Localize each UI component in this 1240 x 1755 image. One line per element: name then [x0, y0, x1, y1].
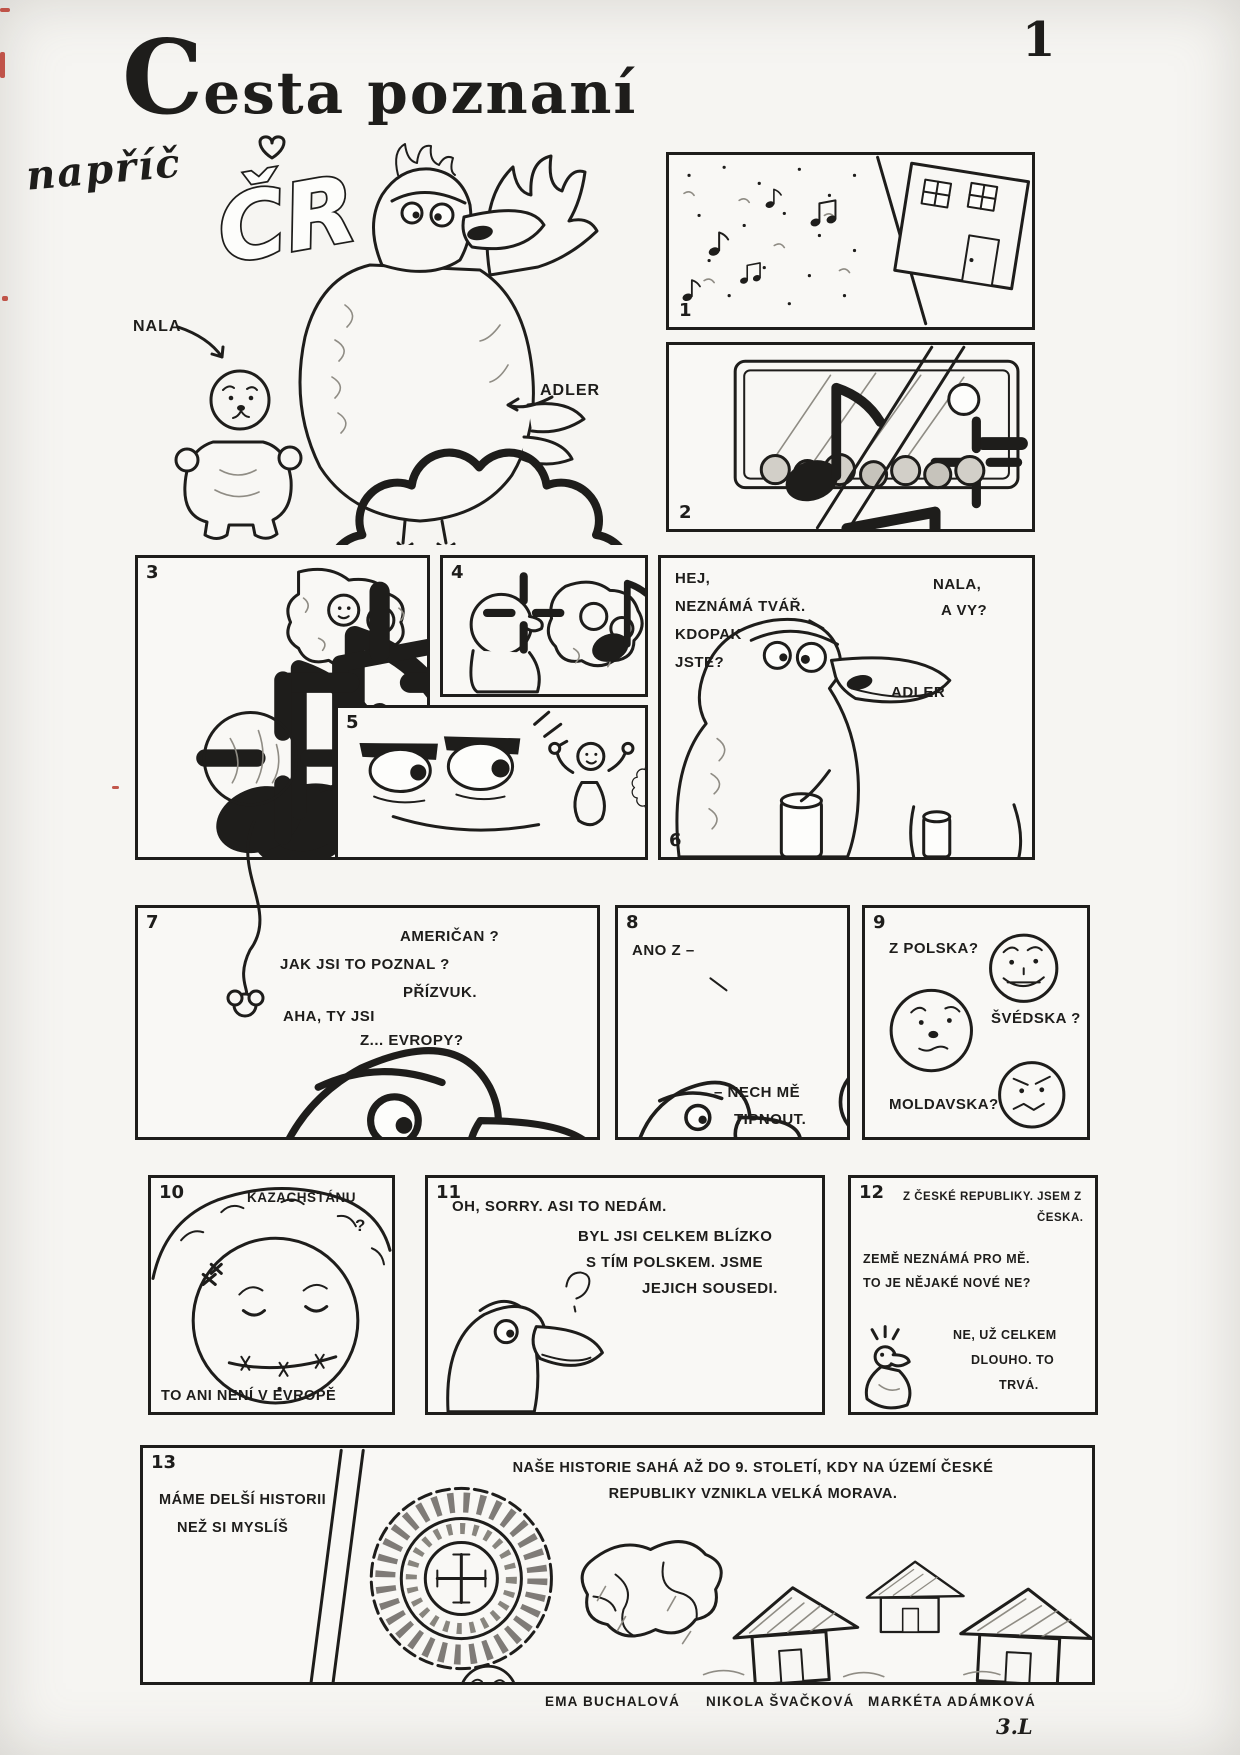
adler-head: [448, 1272, 603, 1411]
music-note-icon: [809, 200, 837, 227]
nala-tail-overlay: [190, 820, 310, 1020]
panel-5: [335, 705, 648, 860]
panel-number: 8: [626, 912, 639, 933]
dialogue-line: KDOPAK: [675, 626, 742, 643]
panel-10: [148, 1175, 395, 1415]
panel-13: [140, 1445, 1095, 1685]
dialogue-line: TRVÁ.: [999, 1378, 1039, 1392]
scan-mark: [112, 786, 119, 789]
dialogue-line: TIPNOUT.: [734, 1111, 807, 1128]
question-mark: [566, 1272, 589, 1311]
panel-number: 9: [873, 912, 886, 933]
scan-mark: [2, 296, 8, 301]
surprise-lines: [872, 1327, 898, 1339]
panel-number: 11: [436, 1182, 462, 1203]
dialogue-line: MÁME DELŠÍ HISTORII: [159, 1492, 327, 1508]
adler-small-bird: [866, 1327, 910, 1408]
nala-label: NALA: [133, 318, 182, 335]
panel-6: [658, 555, 1035, 860]
dialogue-line: BYL JSI CELKEM BLÍZKO: [578, 1228, 773, 1245]
panel-9: [862, 905, 1090, 1140]
panel-2-art: [669, 345, 1032, 529]
nala-arrow-icon: [178, 327, 223, 357]
divider-slashes: [311, 1450, 363, 1681]
dialogue-line: PŘÍZVUK.: [403, 984, 478, 1001]
lion-face-neutral: [891, 990, 971, 1070]
map-drawing: [582, 1542, 721, 1644]
panel-8: [615, 905, 850, 1140]
dialogue-line: ŠVÉDSKA ?: [991, 1010, 1081, 1027]
panel-12: [848, 1175, 1098, 1415]
panel-number: 2: [679, 502, 692, 523]
nala-head: [460, 1666, 606, 1682]
dialogue-line: ANO Z –: [632, 942, 695, 959]
dialogue-line: AMERIČAN ?: [400, 928, 500, 945]
panel-1: [666, 152, 1035, 330]
panel-number: 5: [346, 712, 359, 733]
scan-mark: [0, 52, 5, 78]
house-drawing: [958, 1586, 1092, 1682]
house-drawing: [895, 163, 1029, 288]
dialogue-line: NEZNÁMÁ TVÁŘ.: [675, 598, 806, 615]
credit-author: EMA BUCHALOVÁ: [545, 1694, 681, 1709]
panel-13-art: [143, 1448, 1092, 1682]
music-note-icon: [681, 280, 700, 302]
music-note-icon: [792, 512, 945, 529]
panel-number: 13: [151, 1452, 177, 1473]
dialogue-line: DLOUHO. TO: [971, 1353, 1055, 1367]
adler-label: ADLER: [540, 382, 601, 399]
dialogue-line: OH, SORRY. ASI TO NEDÁM.: [452, 1198, 667, 1215]
panel-number: 4: [451, 562, 464, 583]
panel-1-art: [669, 155, 1032, 327]
panel-11: [425, 1175, 825, 1415]
dialogue-line: S TÍM POLSKEM. JSME: [586, 1254, 764, 1271]
music-note-icon: [708, 232, 729, 257]
caption-line: NAŠE HISTORIE SAHÁ AŽ DO 9. STOLETÍ, KDY NA ÚZEMÍ ČESKÉ: [512, 1460, 994, 1476]
moon-icon: [949, 384, 979, 414]
panel-number: 6: [669, 830, 682, 851]
panel-10-art: [151, 1178, 392, 1412]
panel-number: 10: [159, 1182, 185, 1203]
adler-head: [264, 1051, 597, 1137]
dialogue-line: Z... EVROPY?: [360, 1032, 464, 1049]
dialogue-line: ADLER: [891, 684, 946, 701]
nala-dancing: [550, 743, 645, 824]
dialogue-line: Z ČESKÉ REPUBLIKY. JSEM Z: [903, 1191, 1082, 1203]
comic-title: Cesta poznaní: [122, 18, 638, 138]
house-drawing: [731, 1583, 861, 1682]
dialogue-line: HEJ,: [675, 570, 711, 587]
dialogue-line: TO ANI NENÍ V EVROPĚ: [161, 1388, 337, 1404]
dialogue-line: ZEMĚ NEZNÁMÁ PRO MĚ.: [863, 1252, 1030, 1266]
music-note-icon: [739, 263, 761, 285]
scan-mark: [0, 8, 10, 12]
dialogue-line: JEJICH SOUSEDI.: [642, 1280, 778, 1297]
comic-subtitle: napříč: [24, 139, 184, 200]
dialogue-line: JAK JSI TO POZNAL ?: [280, 956, 450, 973]
dialogue-line: AHA, TY JSI: [283, 1008, 375, 1025]
dialogue-line: JSTE?: [675, 654, 725, 671]
page-number: 1: [1022, 12, 1056, 68]
lion-face-smiling: [991, 935, 1057, 1001]
panel-4: [440, 555, 648, 697]
speech-tick: [710, 978, 726, 990]
panel-4-art: [443, 558, 645, 694]
panel-number: 3: [146, 562, 159, 583]
dialogue-line: – NECH MĚ: [714, 1084, 801, 1101]
music-note-icon: [765, 189, 781, 209]
dialogue-line: ?: [355, 1216, 366, 1235]
credit-author: MARKÉTA ADÁMKOVÁ: [868, 1694, 1036, 1709]
caption-line: REPUBLIKY VZNIKLA VELKÁ MORAVA.: [608, 1486, 898, 1502]
nala-head: [840, 1064, 847, 1137]
dialogue-line: TO JE NĚJAKÉ NOVÉ NE?: [863, 1276, 1031, 1290]
cr-logo-text: ČR: [209, 155, 365, 285]
dialogue-line: Z POLSKA?: [889, 940, 979, 957]
panel-number: 12: [859, 1182, 885, 1203]
credit-author: NIKOLA ŠVAČKOVÁ: [706, 1694, 855, 1709]
dialogue-line: NEŽ SI MYSLÍŠ: [177, 1520, 289, 1536]
dialogue-line: KAZACHSTÁNU: [247, 1190, 356, 1205]
panel-5-art: [338, 708, 645, 857]
music-note-icon: [616, 822, 645, 857]
window-drawing: [735, 361, 1032, 529]
dialogue-line: A VY?: [941, 602, 988, 619]
intro-characters-drawing: [120, 105, 640, 545]
class-label: 3.L: [996, 1714, 1033, 1739]
adler-eyes-closeup: [359, 712, 566, 830]
dialogue-line: NALA,: [933, 576, 982, 593]
panel-number: 7: [146, 912, 159, 933]
dialogue-line: NE, UŽ CELKEM: [953, 1328, 1057, 1342]
confetti-dots: [687, 166, 856, 306]
panel-number: 1: [679, 300, 692, 321]
dialogue-line: MOLDAVSKA?: [889, 1096, 999, 1113]
coin-drawing: [371, 1488, 551, 1668]
panel-2: [666, 342, 1035, 532]
house-drawing: [867, 1562, 964, 1632]
nala-with-cup: [911, 805, 1032, 857]
dialogue-line: ČESKA.: [1037, 1212, 1084, 1224]
lion-face-annoyed: [1000, 1063, 1064, 1127]
